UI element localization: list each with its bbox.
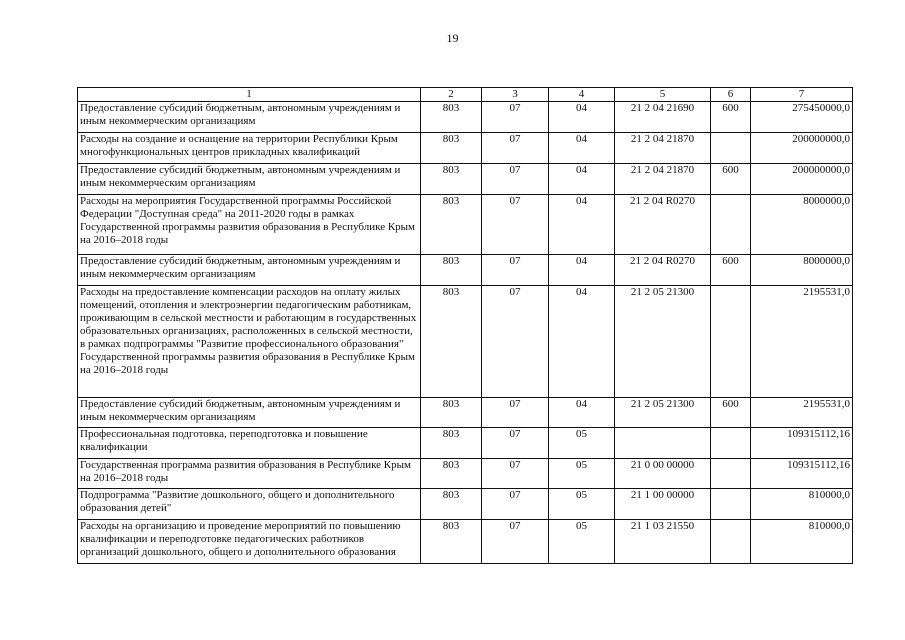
cell-col2: 803 bbox=[421, 195, 482, 255]
row-description: Предоставление субсидий бюджетным, автономным учреждениям и иным некоммерческим организациям bbox=[78, 102, 421, 133]
cell-col3: 07 bbox=[482, 102, 549, 133]
cell-col4: 04 bbox=[549, 133, 615, 164]
cell-amount: 200000000,0 bbox=[751, 133, 853, 164]
cell-col5: 21 2 04 21690 bbox=[615, 102, 711, 133]
table-row bbox=[78, 428, 853, 459]
cell-col6 bbox=[711, 489, 751, 520]
cell-col3: 07 bbox=[482, 164, 549, 195]
column-header: 3 bbox=[482, 88, 549, 102]
cell-col4: 04 bbox=[549, 164, 615, 195]
cell-col6 bbox=[711, 520, 751, 564]
cell-col4: 05 bbox=[549, 459, 615, 489]
row-description: Подпрограмма "Развитие дошкольного, общего и дополнительного образования детей" bbox=[78, 489, 421, 520]
table-row bbox=[78, 102, 853, 133]
column-header: 4 bbox=[549, 88, 615, 102]
cell-col5: 21 2 05 21300 bbox=[615, 398, 711, 428]
cell-amount: 8000000,0 bbox=[751, 255, 853, 286]
cell-col4: 05 bbox=[549, 520, 615, 564]
cell-col4: 04 bbox=[549, 195, 615, 255]
cell-col2: 803 bbox=[421, 428, 482, 459]
cell-col6: 600 bbox=[711, 255, 751, 286]
cell-col6: 600 bbox=[711, 102, 751, 133]
page-number: 19 bbox=[446, 31, 459, 45]
cell-col5: 21 1 03 21550 bbox=[615, 520, 711, 564]
cell-col3: 07 bbox=[482, 489, 549, 520]
cell-col3: 07 bbox=[482, 459, 549, 489]
cell-col4: 04 bbox=[549, 398, 615, 428]
row-description: Предоставление субсидий бюджетным, автономным учреждениям и иным некоммерческим организациям bbox=[78, 164, 421, 195]
cell-amount: 2195531,0 bbox=[751, 398, 853, 428]
table-row bbox=[78, 398, 853, 428]
cell-col5: 21 0 00 00000 bbox=[615, 459, 711, 489]
cell-col5: 21 2 05 21300 bbox=[615, 286, 711, 398]
cell-amount: 200000000,0 bbox=[751, 164, 853, 195]
column-header: 7 bbox=[751, 88, 853, 102]
cell-col2: 803 bbox=[421, 164, 482, 195]
cell-col4: 05 bbox=[549, 489, 615, 520]
cell-col6: 600 bbox=[711, 164, 751, 195]
cell-col2: 803 bbox=[421, 459, 482, 489]
cell-amount: 275450000,0 bbox=[751, 102, 853, 133]
row-description: Государственная программа развития образования в Республике Крым на 2016–2018 годы bbox=[78, 459, 421, 489]
cell-col2: 803 bbox=[421, 520, 482, 564]
cell-col5 bbox=[615, 428, 711, 459]
budget-table bbox=[77, 87, 853, 564]
cell-col4: 05 bbox=[549, 428, 615, 459]
cell-col6 bbox=[711, 195, 751, 255]
cell-amount: 109315112,16 bbox=[751, 459, 853, 489]
row-description: Расходы на мероприятия Государственной программы Российской Федерации "Доступная среда" на 2011-2020 годы в рамках Государственной программы развития образования в Республике Крым на 2016–2018 годы bbox=[78, 195, 421, 255]
cell-amount: 810000,0 bbox=[751, 520, 853, 564]
cell-col5: 21 2 04 21870 bbox=[615, 164, 711, 195]
cell-amount: 810000,0 bbox=[751, 489, 853, 520]
row-description: Расходы на создание и оснащение на территории Республики Крым многофункциональных центров прикладных квалификаций bbox=[78, 133, 421, 164]
cell-col3: 07 bbox=[482, 133, 549, 164]
cell-col5: 21 2 04 R0270 bbox=[615, 255, 711, 286]
table-row bbox=[78, 520, 853, 564]
cell-col3: 07 bbox=[482, 255, 549, 286]
row-description: Расходы на предоставление компенсации расходов на оплату жилых помещений, отопления и электроэнергии педагогическим работникам, проживающим в сельской местности и работающим в государственных образовательных организациях, расположенных в сельской местности, в рамках подпрограммы "Развитие профессионального образования" Государственной программы развития образования в Республике Крым на 2016–2018 годы bbox=[78, 286, 421, 398]
cell-col3: 07 bbox=[482, 286, 549, 398]
table-row bbox=[78, 459, 853, 489]
row-description: Профессиональная подготовка, переподготовка и повышение квалификации bbox=[78, 428, 421, 459]
row-description: Расходы на организацию и проведение мероприятий по повышению квалификации и переподготовке педагогических работников организаций дошкольного, общего и дополнительного образования bbox=[78, 520, 421, 564]
cell-col2: 803 bbox=[421, 133, 482, 164]
cell-amount: 2195531,0 bbox=[751, 286, 853, 398]
table-row bbox=[78, 286, 853, 398]
header-row bbox=[78, 88, 853, 102]
cell-col3: 07 bbox=[482, 428, 549, 459]
cell-amount: 8000000,0 bbox=[751, 195, 853, 255]
cell-amount: 109315112,16 bbox=[751, 428, 853, 459]
cell-col3: 07 bbox=[482, 398, 549, 428]
table-row bbox=[78, 195, 853, 255]
column-header: 6 bbox=[711, 88, 751, 102]
table-row bbox=[78, 489, 853, 520]
cell-col6 bbox=[711, 428, 751, 459]
cell-col4: 04 bbox=[549, 255, 615, 286]
cell-col5: 21 2 04 R0270 bbox=[615, 195, 711, 255]
cell-col2: 803 bbox=[421, 102, 482, 133]
cell-col5: 21 2 04 21870 bbox=[615, 133, 711, 164]
cell-col6 bbox=[711, 459, 751, 489]
column-header: 5 bbox=[615, 88, 711, 102]
cell-col3: 07 bbox=[482, 520, 549, 564]
cell-col2: 803 bbox=[421, 286, 482, 398]
cell-col2: 803 bbox=[421, 255, 482, 286]
cell-col3: 07 bbox=[482, 195, 549, 255]
column-header: 2 bbox=[421, 88, 482, 102]
row-description: Предоставление субсидий бюджетным, автономным учреждениям и иным некоммерческим организациям bbox=[78, 398, 421, 428]
cell-col2: 803 bbox=[421, 398, 482, 428]
cell-col4: 04 bbox=[549, 102, 615, 133]
row-description: Предоставление субсидий бюджетным, автономным учреждениям и иным некоммерческим организациям bbox=[78, 255, 421, 286]
cell-col6 bbox=[711, 133, 751, 164]
cell-col4: 04 bbox=[549, 286, 615, 398]
column-header: 1 bbox=[78, 88, 421, 102]
table-row bbox=[78, 164, 853, 195]
cell-col2: 803 bbox=[421, 489, 482, 520]
cell-col5: 21 1 00 00000 bbox=[615, 489, 711, 520]
cell-col6: 600 bbox=[711, 398, 751, 428]
table-row bbox=[78, 255, 853, 286]
cell-col6 bbox=[711, 286, 751, 398]
table-row bbox=[78, 133, 853, 164]
